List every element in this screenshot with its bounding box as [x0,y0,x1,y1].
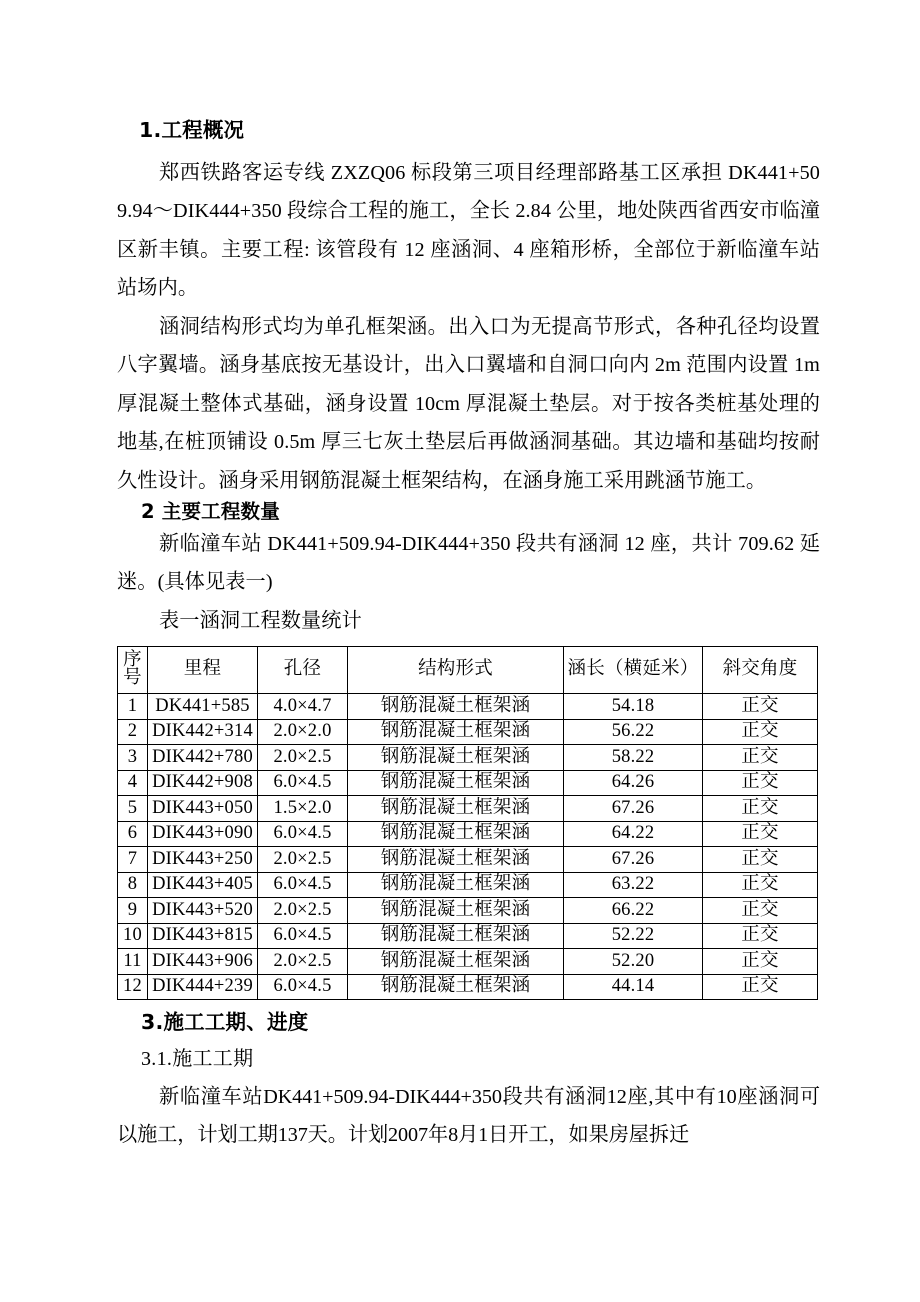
section-1-heading: 1.工程概况 [139,118,245,142]
cell-structure: 钢筋混凝土框架涵 [348,796,564,822]
cell-mileage: DK441+585 [148,694,258,720]
cell-no: 10 [118,923,148,949]
cell-angle: 正交 [703,821,818,847]
cell-angle: 正交 [703,719,818,745]
table-body [118,694,818,1000]
cell-bore: 1.5×2.0 [258,796,348,822]
cell-structure: 钢筋混凝土框架涵 [348,949,564,975]
cell-length: 63.22 [564,872,703,898]
cell-structure: 钢筋混凝土框架涵 [348,770,564,796]
cell-no: 7 [118,847,148,873]
cell-bore: 2.0×2.5 [258,949,348,975]
table-row [118,796,818,822]
cell-length: 66.22 [564,898,703,924]
cell-no: 12 [118,974,148,1000]
table-row [118,923,818,949]
table-row [118,872,818,898]
section-3-subheading: 3.1.施工工期 [141,1047,254,1070]
section-1-paragraph-2: 涵洞结构形式均为单孔框架涵。出入口为无提高节形式，各种孔径均设置八字翼墙。涵身基底按无基设计，出入口翼墙和自洞口向内 2m 范围内设置 1m 厚混凝土整体式基础，涵身设置 10cm 厚混凝土垫层。对于按各类桩基处理的地基,在桩顶铺设 0.5m 厚三七灰土垫层后再做涵洞基础。其边墙和基础均按耐久性设计。涵身采用钢筋混凝土框架结构，在涵身施工采用跳涵节施工。 [117,315,820,492]
table-caption: 表一涵洞工程数量统计 [159,609,362,632]
spacer [117,1000,820,1010]
cell-no: 8 [118,872,148,898]
cell-bore: 6.0×4.5 [258,974,348,1000]
cell-mileage: DIK443+405 [148,872,258,898]
cell-mileage: DIK443+250 [148,847,258,873]
cell-angle: 正交 [703,872,818,898]
table-header-row [118,647,818,694]
cell-length: 52.22 [564,923,703,949]
cell-angle: 正交 [703,770,818,796]
table-row [118,694,818,720]
cell-length: 67.26 [564,796,703,822]
cell-no: 2 [118,719,148,745]
cell-angle: 正交 [703,949,818,975]
table-row [118,745,818,771]
cell-bore: 2.0×2.5 [258,898,348,924]
cell-angle: 正交 [703,974,818,1000]
cell-bore: 2.0×2.5 [258,745,348,771]
cell-mileage: DIK442+908 [148,770,258,796]
cell-no: 6 [118,821,148,847]
cell-length: 52.20 [564,949,703,975]
column-header-mileage: 里程 [148,647,258,694]
table-row [118,847,818,873]
cell-length: 56.22 [564,719,703,745]
section-1-paragraph-1: 郑西铁路客运专线 ZXZQ06 标段第三项目经理部路基工区承担 DK441+509.94～DIK444+350 段综合工程的施工，全长 2.84 公里，地处陕西省西安市临潼区新丰镇。主要工程: 该管段有 12 座涵洞、4 座箱形桥，全部位于新临潼车站站场内。 [117,161,820,300]
cell-no: 1 [118,694,148,720]
table-header [118,647,818,694]
cell-structure: 钢筋混凝土框架涵 [348,847,564,873]
cell-bore: 6.0×4.5 [258,821,348,847]
cell-mileage: DIK443+520 [148,898,258,924]
cell-no: 3 [118,745,148,771]
culvert-quantity-table-wrapper [117,646,820,1000]
column-header-no-stacked [123,651,142,688]
section-2-paragraph-1: 新临潼车站 DK441+509.94-DIK444+350 段共有涵洞 12 座，共计 709.62 延迷。(具体见表一) [117,532,820,593]
cell-angle: 正交 [703,745,818,771]
cell-structure: 钢筋混凝土框架涵 [348,923,564,949]
cell-mileage: DIK443+906 [148,949,258,975]
cell-bore: 2.0×2.5 [258,847,348,873]
cell-structure: 钢筋混凝土框架涵 [348,694,564,720]
section-2-heading: 2 主要工程数量 [141,500,280,524]
culvert-quantity-table [117,646,818,1000]
cell-no: 4 [118,770,148,796]
cell-mileage: DIK442+314 [148,719,258,745]
cell-structure: 钢筋混凝土框架涵 [348,745,564,771]
table-row [118,821,818,847]
column-header-angle: 斜交角度 [703,647,818,694]
cell-length: 64.26 [564,770,703,796]
cell-bore: 6.0×4.5 [258,923,348,949]
cell-angle: 正交 [703,694,818,720]
cell-bore: 6.0×4.5 [258,872,348,898]
cell-mileage: DIK443+090 [148,821,258,847]
section-3-paragraph-1: 新临潼车站DK441+509.94-DIK444+350段共有涵洞12座,其中有10座涵洞可以施工，计划工期137天。计划2007年8月1日开工，如果房屋拆迁 [117,1085,820,1147]
column-header-structure: 结构形式 [348,647,564,694]
cell-no: 9 [118,898,148,924]
table-row [118,974,818,1000]
column-header-no [118,647,148,694]
cell-mileage: DIK442+780 [148,745,258,771]
cell-angle: 正交 [703,923,818,949]
column-header-bore: 孔径 [258,647,348,694]
cell-bore: 6.0×4.5 [258,770,348,796]
section-3-heading: 3.施工工期、进度 [141,1010,309,1034]
cell-mileage: DIK443+815 [148,923,258,949]
column-header-length: 涵长（横延米） [564,647,703,694]
cell-structure: 钢筋混凝土框架涵 [348,719,564,745]
cell-length: 64.22 [564,821,703,847]
cell-structure: 钢筋混凝土框架涵 [348,974,564,1000]
cell-angle: 正交 [703,898,818,924]
cell-structure: 钢筋混凝土框架涵 [348,821,564,847]
cell-mileage: DIK443+050 [148,796,258,822]
cell-length: 58.22 [564,745,703,771]
table-row [118,898,818,924]
cell-structure: 钢筋混凝土框架涵 [348,872,564,898]
cell-no: 5 [118,796,148,822]
column-header-no-line1: 序 [123,649,142,670]
column-header-no-line2: 号 [123,668,142,689]
cell-mileage: DIK444+239 [148,974,258,1000]
cell-angle: 正交 [703,847,818,873]
table-row [118,770,818,796]
cell-bore: 4.0×4.7 [258,694,348,720]
cell-angle: 正交 [703,796,818,822]
table-row [118,719,818,745]
table-row [118,949,818,975]
cell-bore: 2.0×2.0 [258,719,348,745]
cell-length: 67.26 [564,847,703,873]
cell-length: 54.18 [564,694,703,720]
cell-structure: 钢筋混凝土框架涵 [348,898,564,924]
cell-length: 44.14 [564,974,703,1000]
cell-no: 11 [118,949,148,975]
